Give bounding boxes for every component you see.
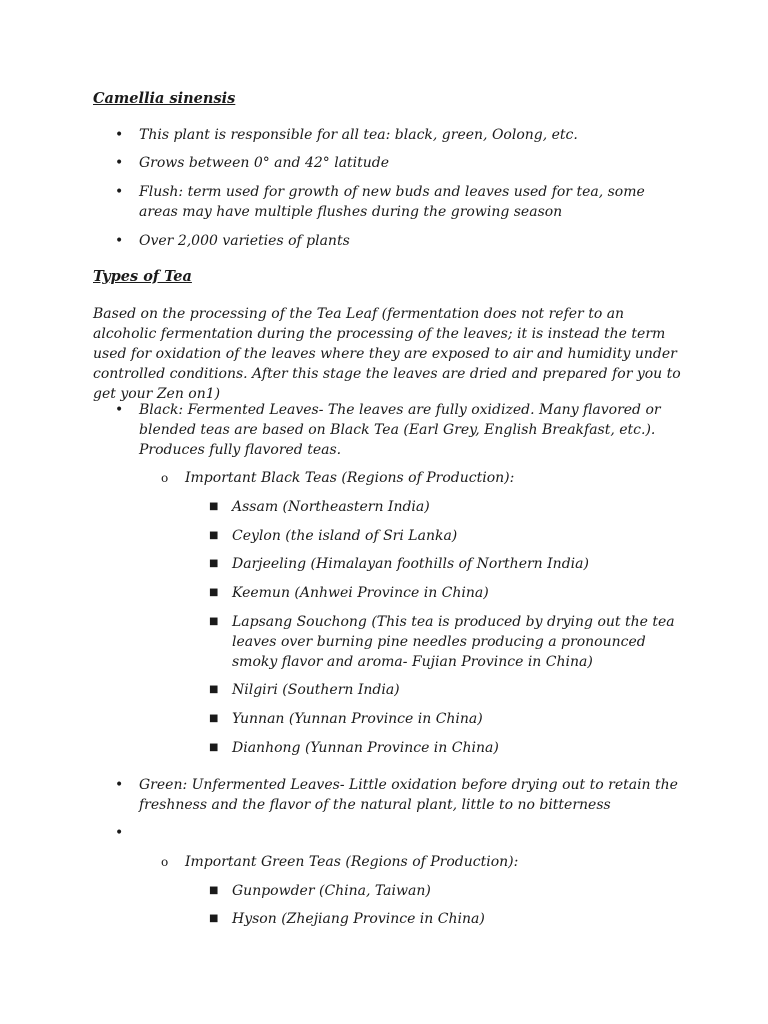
bullet-icon: • (115, 127, 124, 143)
list-item: ■ Hyson (Zhejiang Province in China) (209, 911, 485, 927)
bullet-icon: • (115, 402, 124, 418)
square-bullet-icon: ■ (209, 684, 219, 695)
square-bullet-icon: ■ (209, 885, 219, 896)
square-bullet-icon: ■ (209, 501, 219, 512)
heading-types-of-tea: Types of Tea (93, 268, 192, 285)
list-item: • Over 2,000 varieties of plants (115, 233, 350, 249)
list-item: ■ Gunpowder (China, Taiwan) (209, 883, 431, 899)
bullet-icon: • (115, 777, 124, 793)
bullet-icon: • (115, 184, 124, 200)
list-item: ■ Dianhong (Yunnan Province in China) (209, 740, 499, 756)
list-item-black: • Black: Fermented Leaves- The leaves are fully oxidized. Many flavored or blended teas are based on Black Tea (Earl Grey, English Breakfast, etc.). Produces fully flavored teas. (115, 402, 661, 458)
list-item: ■ Darjeeling (Himalayan foothills of Northern India) (209, 556, 589, 572)
list-item: ■ Nilgiri (Southern India) (209, 682, 400, 698)
list-item: ■ Assam (Northeastern India) (209, 499, 430, 515)
sub-heading-black-teas: o Important Black Teas (Regions of Production): (161, 470, 515, 486)
circle-bullet-icon: o (161, 855, 169, 869)
list-item: ■ Yunnan (Yunnan Province in China) (209, 711, 483, 727)
bullet-icon: • (115, 825, 124, 841)
list-item: • Flush: term used for growth of new buds and leaves used for tea, some areas may have multiple flushes during the growing season (115, 184, 645, 220)
square-bullet-icon: ■ (209, 616, 219, 627)
bullet-icon: • (115, 233, 124, 249)
square-bullet-icon: ■ (209, 558, 219, 569)
list-item-green: • Green: Unfermented Leaves- Little oxidation before drying out to retain the freshness and the flavor of the natural plant, little to no bitterness (115, 777, 678, 813)
square-bullet-icon: ■ (209, 587, 219, 598)
circle-bullet-icon: o (161, 471, 169, 485)
intro-paragraph: Based on the processing of the Tea Leaf (fermentation does not refer to an alcoholic fermentation during the processing of the leaves; it is instead the term used for oxidation of the leaves where they are exposed to air and humidity under controlled conditions. After this stage the leaves are dried and prepared for you to get your Zen on1) (93, 306, 681, 402)
list-item: ■ Ceylon (the island of Sri Lanka) (209, 528, 458, 544)
square-bullet-icon: ■ (209, 713, 219, 724)
list-item: • This plant is responsible for all tea: black, green, Oolong, etc. (115, 127, 578, 143)
square-bullet-icon: ■ (209, 913, 219, 924)
list-item: ■ Lapsang Souchong (This tea is produced by drying out the tea leaves over burning pine needles producing a pronounced smoky flavor and aroma- Fujian Province in China) (209, 614, 675, 670)
square-bullet-icon: ■ (209, 742, 219, 753)
bullet-icon: • (115, 155, 124, 171)
sub-heading-green-teas: o Important Green Teas (Regions of Production): (161, 854, 519, 870)
list-item: ■ Keemun (Anhwei Province in China) (209, 585, 489, 601)
heading-camellia-sinensis: Camellia sinensis (93, 90, 236, 107)
list-item: • Grows between 0° and 42° latitude (115, 155, 390, 171)
square-bullet-icon: ■ (209, 530, 219, 541)
